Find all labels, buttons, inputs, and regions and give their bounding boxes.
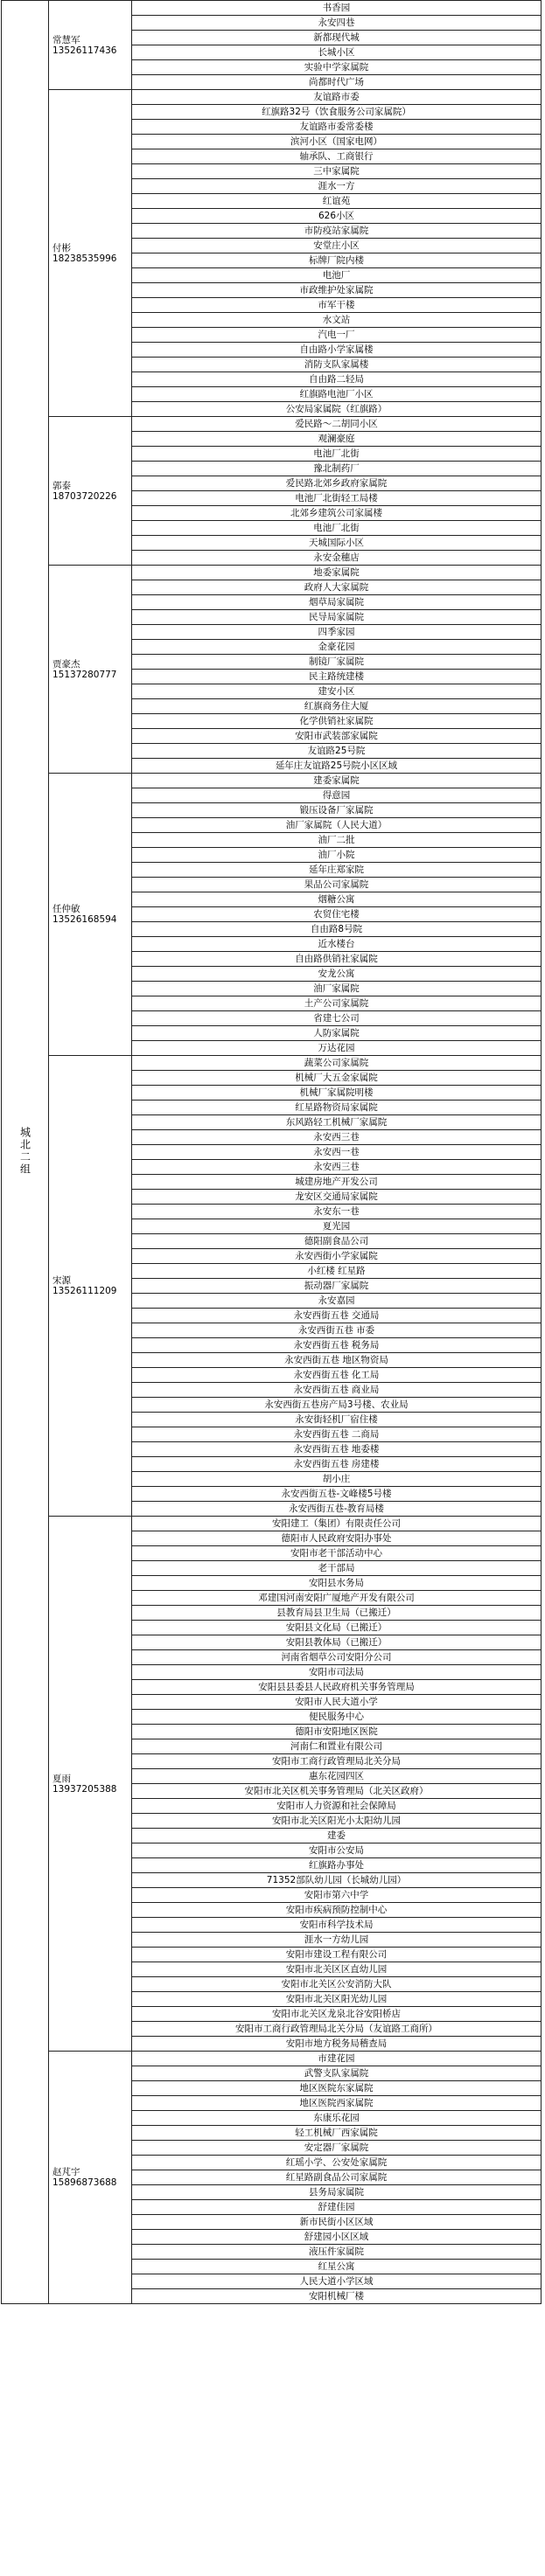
residence-cell: 德阳市安阳地区医院 [132,1725,542,1739]
residence-cell: 民主路统建楼 [132,670,542,684]
residence-cell: 舒建佳园 [132,2200,542,2215]
residence-cell: 安阳市工商行政管理局北关分局 [132,1754,542,1769]
residence-cell: 消防支队家属楼 [132,358,542,372]
residence-cell: 尚都时代广场 [132,75,542,90]
assignment-table-body [2,1,542,2304]
residence-cell: 建安小区 [132,684,542,699]
residence-cell: 轻工机械厂西家属院 [132,2126,542,2141]
residence-cell: 观澜豪庭 [132,432,542,447]
residence-cell: 烟草局家属院 [132,595,542,610]
residence-cell: 实验中学家属院 [132,60,542,75]
residence-cell: 永安西三巷 [132,1130,542,1145]
residence-cell: 锻压设备厂家属院 [132,803,542,818]
residence-cell: 永安西街五巷-教育局楼 [132,1502,542,1517]
residence-cell: 安龙公寓 [132,967,542,982]
residence-cell: 永安嘉园 [132,1294,542,1309]
residence-cell: 永安东一巷 [132,1205,542,1219]
residence-cell: 安阳县教体局（已搬迁） [132,1635,542,1650]
residence-cell: 安阳市武装部家属院 [132,729,542,744]
residence-cell: 便民服务中心 [132,1710,542,1725]
residence-cell: 安阳市人力资源和社会保障局 [132,1799,542,1814]
table-row [2,2052,542,2066]
residence-cell: 永安西街五巷 税务局 [132,1338,542,1353]
person-cell: 夏雨13937205388 [49,1517,132,2052]
table-row [2,566,542,580]
residence-cell: 县务局家属院 [132,2185,542,2200]
residence-cell: 红旗路办事处 [132,1858,542,1873]
residence-cell: 油厂家属院 [132,982,542,996]
residence-cell: 人民大道小学区域 [132,2274,542,2289]
residence-cell: 71352部队幼儿园（长城幼儿园） [132,1873,542,1888]
residence-cell: 水文站 [132,313,542,328]
residence-cell: 金豪花园 [132,640,542,655]
residence-cell: 延年庄郑家院 [132,863,542,878]
residence-cell: 红星路物资局家属院 [132,1101,542,1115]
residence-cell: 市防疫站家属院 [132,224,542,239]
residence-cell: 市政维护处家属院 [132,283,542,298]
table-row [2,1056,542,1071]
person-cell: 贾豪杰15137280777 [49,566,132,774]
residence-cell: 红瑶小学、公安处家属院 [132,2156,542,2170]
residence-cell: 永安西街五巷 化工局 [132,1368,542,1383]
residence-cell: 永安西街五巷 交通局 [132,1309,542,1323]
residence-cell: 民导局家属院 [132,610,542,625]
residence-cell: 城建房地产开发公司 [132,1175,542,1190]
residence-cell: 永安西街五巷房产局3号楼、农业局 [132,1398,542,1413]
residence-cell: 滨河小区（国家电网） [132,135,542,149]
residence-cell: 市建花园 [132,2052,542,2066]
residence-cell: 轴承队、工商银行 [132,149,542,164]
residence-cell: 涯水一方 [132,179,542,194]
assignment-table [1,0,542,2304]
residence-cell: 胡小庄 [132,1472,542,1487]
residence-cell: 安阳市北关区区直幼儿园 [132,1962,542,1977]
residence-cell: 机械厂大五金家属院 [132,1071,542,1086]
residence-cell: 小红楼 红星路 [132,1264,542,1279]
residence-cell: 安阳县水务局 [132,1576,542,1591]
residence-cell: 永安金穗店 [132,551,542,566]
residence-cell: 县教育局县卫生局（已搬迁） [132,1606,542,1621]
residence-cell: 永安西街五巷 房建楼 [132,1457,542,1472]
residence-cell: 舒建园小区区域 [132,2230,542,2245]
residence-cell: 油厂家属院（人民大道） [132,818,542,833]
residence-cell: 永安西街五巷 地区物资局 [132,1353,542,1368]
residence-cell: 书香园 [132,1,542,16]
residence-cell: 安阳县文化局（已搬迁） [132,1621,542,1635]
residence-cell: 安阳市北关区龙泉北谷安阳桥店 [132,2007,542,2022]
residence-cell: 永安西街五巷 二商局 [132,1427,542,1442]
residence-cell: 油厂小院 [132,848,542,863]
residence-cell: 汽电一厂 [132,328,542,343]
table-row [2,1517,542,1531]
residence-cell: 电池厂北街轻工局楼 [132,491,542,506]
residence-cell: 永安西街五巷 商业局 [132,1383,542,1398]
residence-cell: 安阳市科学技术局 [132,1918,542,1933]
residence-cell: 德阳市人民政府安阳办事处 [132,1531,542,1546]
residence-cell: 省建七公司 [132,1011,542,1026]
residence-cell: 安阳市人民大道小学 [132,1695,542,1710]
residence-cell: 政府人大家属院 [132,580,542,595]
residence-cell: 安阳市老干部活动中心 [132,1546,542,1561]
residence-cell: 武警支队家属院 [132,2066,542,2081]
residence-cell: 友谊路市委常委楼 [132,120,542,135]
residence-cell: 制镜厂家属院 [132,655,542,670]
residence-cell: 公安局家属院（红旗路） [132,402,542,417]
residence-cell: 安阳市司法局 [132,1665,542,1680]
residence-cell: 爱民路北郊乡政府家属院 [132,476,542,491]
residence-cell: 龙安区交通局家属院 [132,1190,542,1205]
residence-cell: 红谊苑 [132,194,542,209]
person-cell: 赵芃宇15896873688 [49,2052,132,2304]
residence-cell: 安阳市北关区公安消防大队 [132,1977,542,1992]
residence-cell: 土产公司家属院 [132,996,542,1011]
residence-cell: 市军干楼 [132,298,542,313]
residence-cell: 永安西一巷 [132,1145,542,1160]
residence-cell: 德阳副食品公司 [132,1234,542,1249]
residence-cell: 安阳市北关区机关事务管理局（北关区政府） [132,1784,542,1799]
table-row [2,90,542,105]
residence-cell: 安阳县县委县人民政府机关事务管理局 [132,1680,542,1695]
residence-cell: 东康乐花园 [132,2111,542,2126]
residence-cell: 永安西街五巷 市委 [132,1323,542,1338]
residence-cell: 农贸住宅楼 [132,907,542,922]
residence-cell: 河南省烟草公司安阳分公司 [132,1650,542,1665]
residence-cell: 安堂庄小区 [132,239,542,253]
residence-cell: 老干部局 [132,1561,542,1576]
residence-cell: 蔬菜公司家属院 [132,1056,542,1071]
residence-cell: 涯水一方幼儿园 [132,1933,542,1948]
residence-cell: 四季家园 [132,625,542,640]
group-cell [2,1,49,2304]
residence-cell: 电池厂 [132,268,542,283]
group-label: 城北二组 [18,1126,31,1176]
residence-cell: 天城国际小区 [132,536,542,551]
residence-cell: 安阳市疾病预防控制中心 [132,1903,542,1918]
residence-cell: 永安西街五巷 地委楼 [132,1442,542,1457]
residence-cell: 安阳机械厂楼 [132,2289,542,2304]
residence-cell: 永安西街五巷-文峰楼5号楼 [132,1487,542,1502]
residence-cell: 邓建国河南安阳广厦地产开发有限公司 [132,1591,542,1606]
residence-cell: 地区医院西家属院 [132,2096,542,2111]
residence-cell: 新市民街小区区域 [132,2215,542,2230]
person-cell: 任仲敏13526168594 [49,774,132,1056]
residence-cell: 东风路轻工机械厂家属院 [132,1115,542,1130]
residence-cell: 得意园 [132,788,542,803]
residence-cell: 河南仁和置业有限公司 [132,1739,542,1754]
residence-cell: 北郊乡建筑公司家属楼 [132,506,542,521]
residence-cell: 永安街轻机厂宿住楼 [132,1413,542,1427]
residence-cell: 自由路二轻局 [132,372,542,387]
residence-cell: 红星路副食品公司家属院 [132,2170,542,2185]
table-row [2,1,542,16]
residence-cell: 安阳市北关区阳光幼儿园 [132,1992,542,2007]
residence-cell: 建委 [132,1829,542,1843]
residence-cell: 友谊路25号院 [132,744,542,759]
residence-cell: 液压件家属院 [132,2245,542,2260]
residence-cell: 友谊路市委 [132,90,542,105]
residence-cell: 自由路供销社家属院 [132,952,542,967]
residence-cell: 三中家属院 [132,164,542,179]
residence-cell: 626小区 [132,209,542,224]
residence-cell: 永安西街小学家属院 [132,1249,542,1264]
residence-cell: 化学供销社家属院 [132,714,542,729]
residence-cell: 安阳建工（集团）有限责任公司 [132,1517,542,1531]
residence-cell: 电池厂北街 [132,521,542,536]
residence-cell: 永安四巷 [132,16,542,31]
person-cell: 宋源13526111209 [49,1056,132,1517]
residence-cell: 电池厂北街 [132,447,542,462]
residence-cell: 标牌厂院内楼 [132,253,542,268]
residence-cell: 新都现代城 [132,31,542,45]
residence-cell: 安阳市第六中学 [132,1888,542,1903]
residence-cell: 油厂二批 [132,833,542,848]
residence-cell: 建委家属院 [132,774,542,788]
residence-cell: 长城小区 [132,45,542,60]
residence-cell: 红旗路电池厂小区 [132,387,542,402]
person-cell: 付彬18238535996 [49,90,132,417]
residence-cell: 豫北制药厂 [132,462,542,476]
residence-cell: 烟糖公寓 [132,892,542,907]
table-row [2,417,542,432]
residence-cell: 永安西三巷 [132,1160,542,1175]
residence-cell: 人防家属院 [132,1026,542,1041]
person-cell: 郭泰18703720226 [49,417,132,566]
residence-cell: 振动器厂家属院 [132,1279,542,1294]
residence-cell: 安阳市工商行政管理局北关分局（友谊路工商所） [132,2022,542,2037]
residence-cell: 安阳市北关区阳光小太阳幼儿园 [132,1814,542,1829]
residence-cell: 惠东花园四区 [132,1769,542,1784]
residence-cell: 自由路8号院 [132,922,542,937]
residence-cell: 万达花园 [132,1041,542,1056]
table-row [2,774,542,788]
residence-cell: 近水楼台 [132,937,542,952]
residence-cell: 果品公司家属院 [132,878,542,892]
residence-cell: 地区医院东家属院 [132,2081,542,2096]
residence-cell: 爱民路～二胡同小区 [132,417,542,432]
residence-cell: 机械厂家属院明楼 [132,1086,542,1101]
residence-cell: 安阳市建设工程有限公司 [132,1948,542,1962]
residence-cell: 地委家属院 [132,566,542,580]
residence-cell: 红旗商务住大厦 [132,699,542,714]
person-cell: 常慧军13526117436 [49,1,132,90]
residence-cell: 延年庄友谊路25号院小区区域 [132,759,542,774]
residence-cell: 安阳市公安局 [132,1843,542,1858]
residence-cell: 夏光园 [132,1219,542,1234]
residence-cell: 安阳市地方税务局稽查局 [132,2037,542,2052]
residence-cell: 安定器厂家属院 [132,2141,542,2156]
residence-cell: 红星公寓 [132,2260,542,2274]
residence-cell: 红旗路32号（饮食服务公司家属院） [132,105,542,120]
residence-cell: 自由路小学家属楼 [132,343,542,358]
